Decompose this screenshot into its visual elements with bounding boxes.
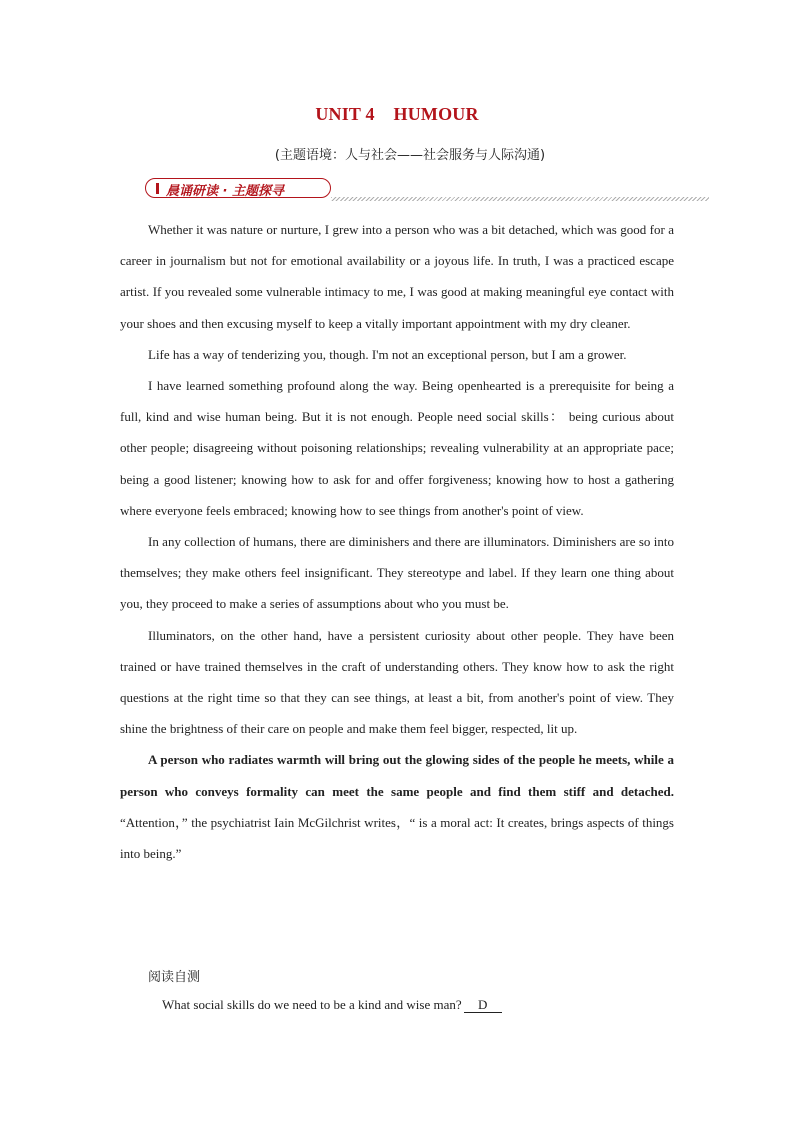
paragraph-6 [120,744,674,869]
paragraph-6-quote: “Attention，” the psychiatrist Iain McGilchrist writes，“ is a moral act: It creates, brings aspects of things into being.” [120,814,674,862]
self-test-label: 阅读自测 [148,970,201,985]
answer-blank: D [464,997,502,1013]
paragraph-5: Illuminators, on the other hand, have a persistent curiosity about other people. They have been trained or have trained themselves in the craft of understanding others. They know how to ask the right questions at the right time so that they can see things, at least a bit, from another's point of view. They shine the brightness of their care on people and make them feel bigger, respected, lit up. [120,627,674,737]
banner-label: 晨诵研读 · 主题探寻 [166,184,284,199]
unit-title: UNIT 4 HUMOUR [315,104,479,124]
banner-divider [331,197,709,201]
theme-context-subtitle: (主题语境：人与社会——社会服务与人际沟通) [274,148,546,163]
reading-passage [120,214,674,869]
paragraph-6-bold: A person who radiates warmth will bring out the glowing sides of the people he meets, while a person who conveys formality can meet the same people and find them stiff and detached. [120,752,674,799]
paragraph-3: I have learned something profound along the way. Being openhearted is a prerequisite for being a full, kind and wise human being. But it is not enough. People need social skills： being curious about other people; disagreeing without poisoning relationships; revealing vulnerability at an appropriate pace; being a good listener; knowing how to ask for and offer forgiveness; knowing how to host a gathering where everyone feels embraced; knowing how to see things from another's point of view. [120,378,674,518]
paragraph-4: In any collection of humans, there are diminishers and there are illuminators. Diminishers are so into themselves; they make others feel insignificant. They stereotype and label. If they learn one thing about you, they proceed to make a series of assumptions about who you must be. [120,534,674,612]
self-test-question [162,997,502,1013]
question-text: What social skills do we need to be a kind and wise man? [162,997,462,1012]
section-banner [145,178,710,202]
banner-bar-icon [156,183,159,194]
paragraph-1: Whether it was nature or nurture, I grew into a person who was a bit detached, which was good for a career in journalism but not for emotional availability or a joyous life. In truth, I was a practiced escape artist. If you revealed some vulnerable intimacy to me, I was good at making meaningful eye contact with your shoes and then excusing myself to keep a vitally important appointment with my dry cleaner. [120,222,674,331]
banner-tab [145,178,331,198]
paragraph-2: Life has a way of tenderizing you, though. I'm not an exceptional person, but I am a grower. [148,346,627,362]
